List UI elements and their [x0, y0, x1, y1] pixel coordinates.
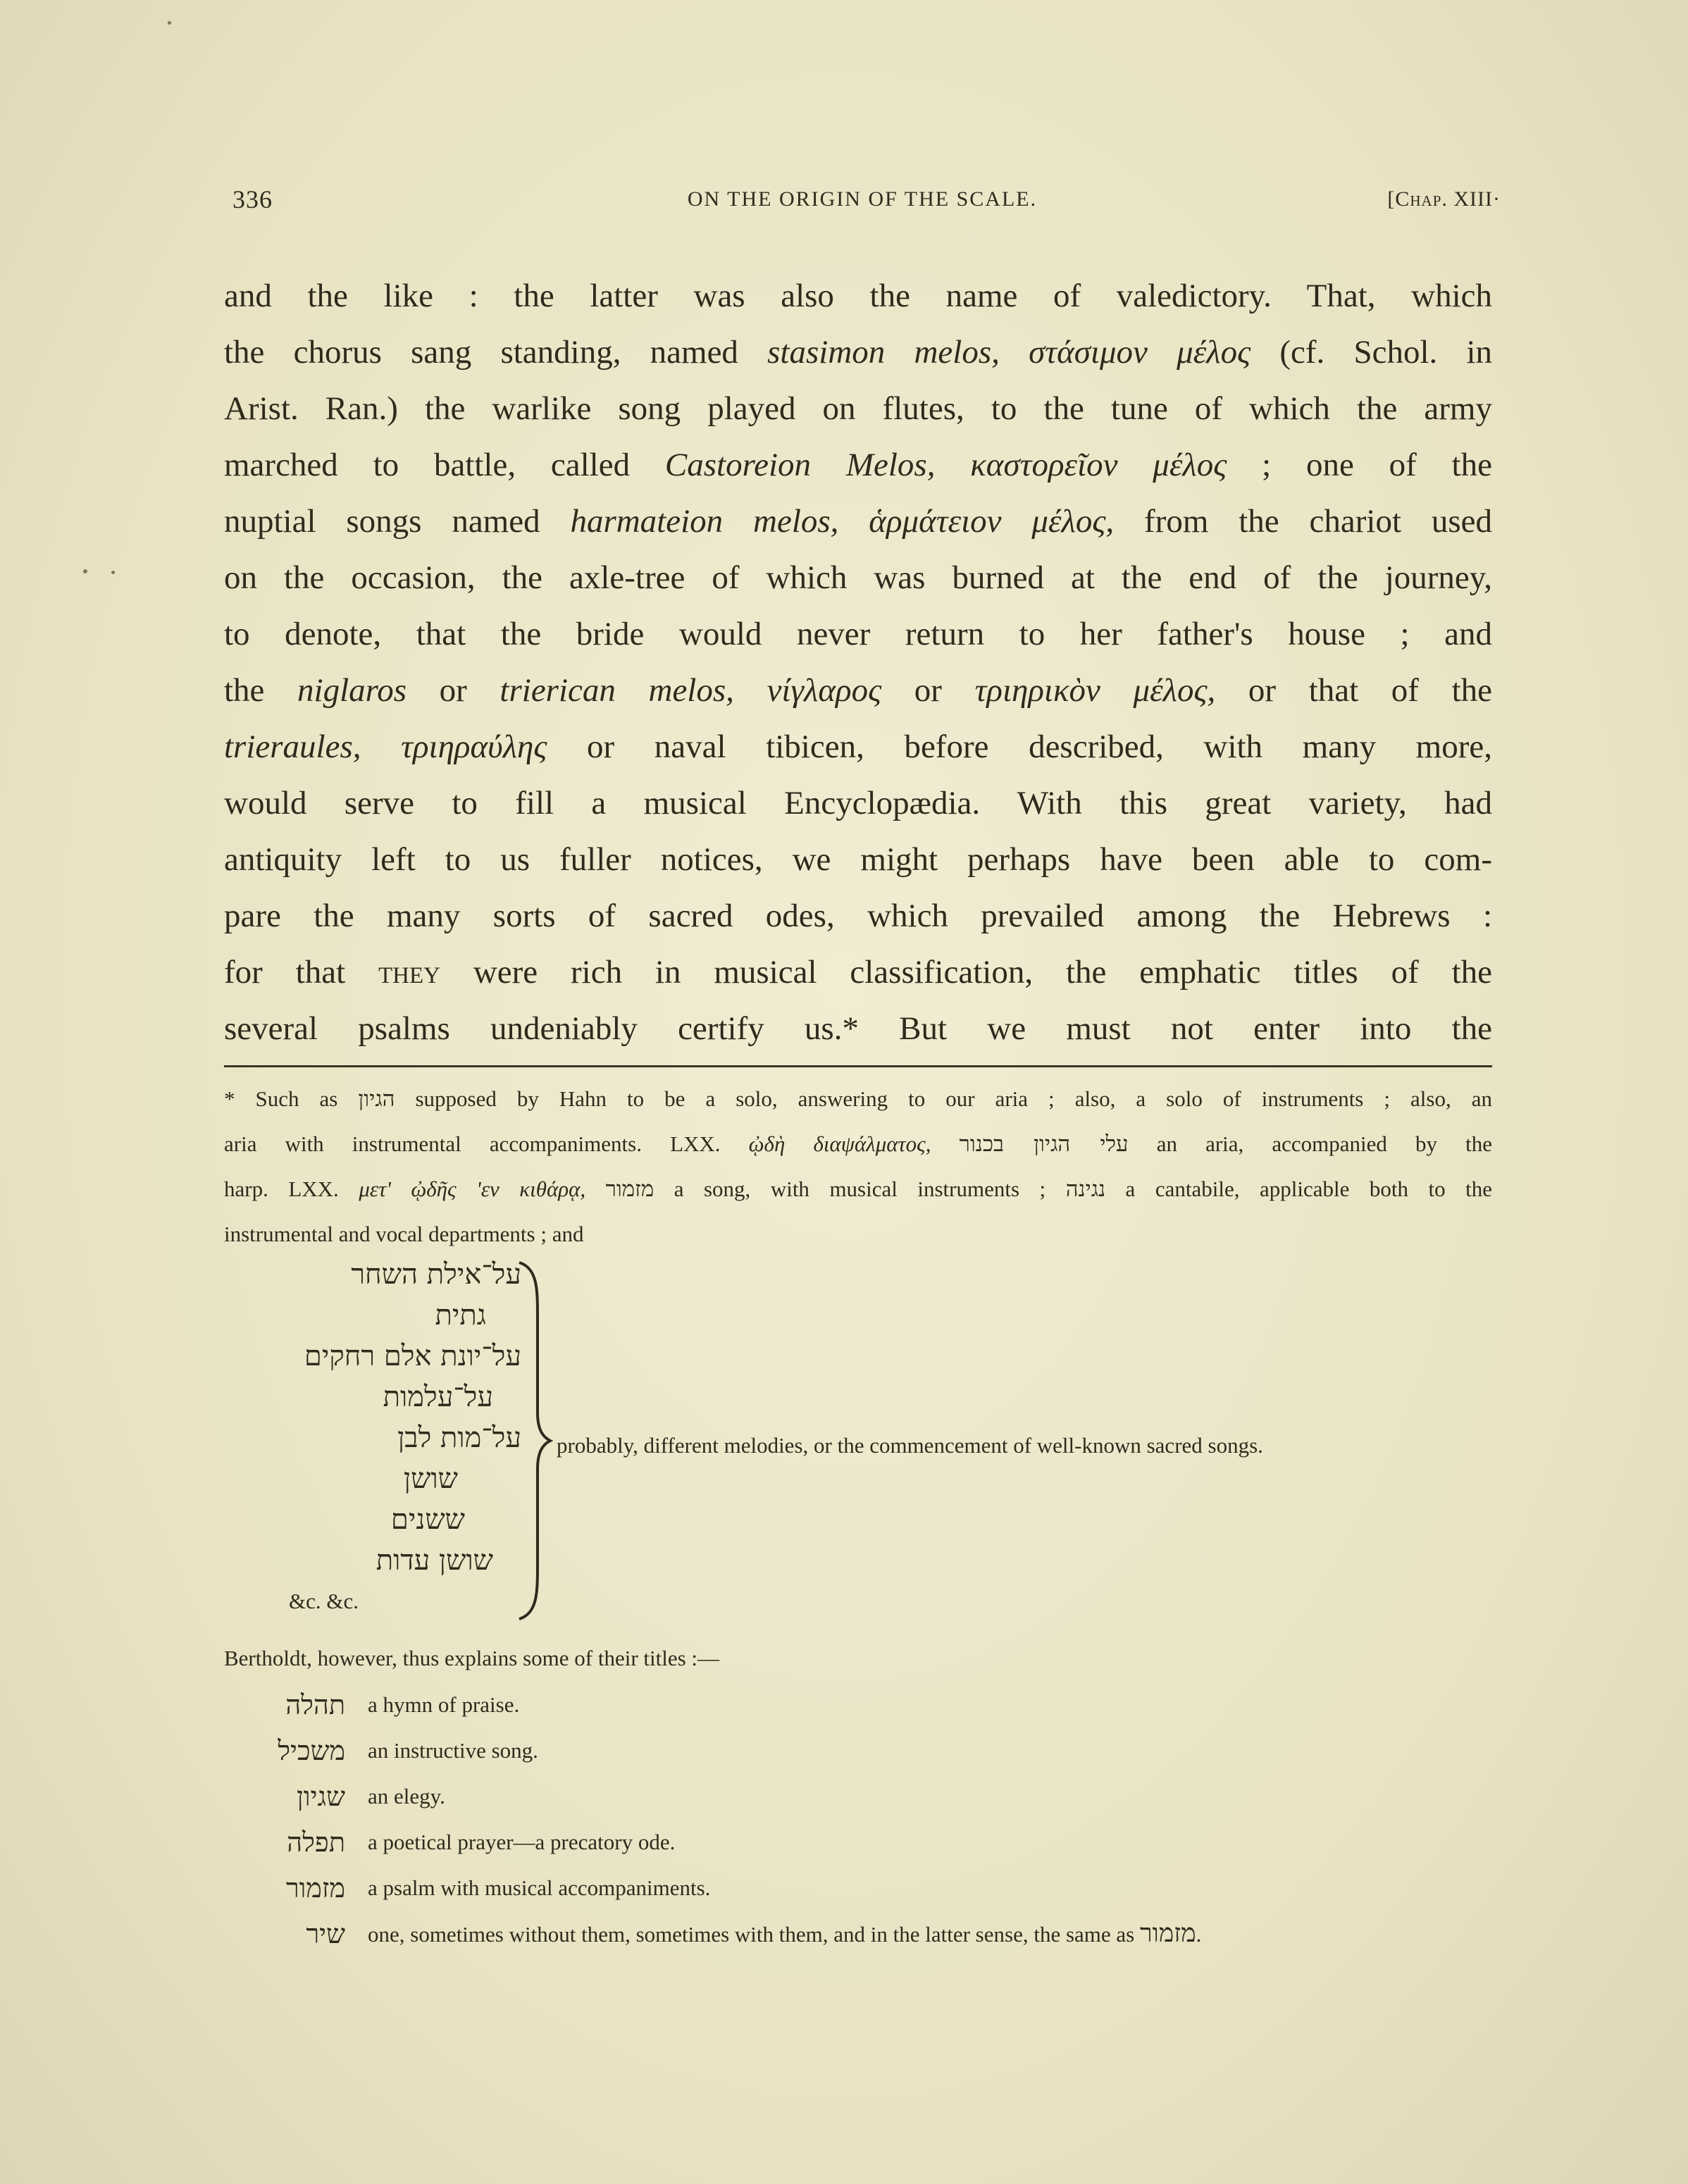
melody-title: על־יונת אלם רחקים [304, 1340, 521, 1372]
hebrew-word: הגיון [358, 1086, 395, 1112]
title-meaning: an elegy. [368, 1784, 445, 1808]
psalm-title-row [232, 1867, 1501, 1913]
psalm-title-row [232, 1684, 1501, 1730]
main-text-line: pare the many sorts of sacred odes, which prevailed among the Hebrews : [224, 898, 1492, 934]
running-header [224, 185, 1501, 218]
footnote-line: instrumental and vocal departments ; and [224, 1222, 584, 1246]
italic-term: μετ' ᾠδῆς 'εν κιθάρᾳ, [359, 1177, 586, 1201]
psalm-title-row [232, 1730, 1501, 1775]
footnote-line: * Such as הגיון supposed by Hahn to be a solo, answering to our aria ; also, a solo of instruments ; also, an [224, 1086, 1492, 1112]
melody-title: על־מות לבן [397, 1422, 521, 1454]
main-text-line: to denote, that the bride would never return to her father's house ; and [224, 616, 1492, 652]
footnote-line: harp. LXX. μετ' ᾠδῆς 'εν κιθάρᾳ, מזמור a song, with musical instruments ; נגינה a cantabile, applicable both to the [224, 1177, 1492, 1202]
main-text-line: several psalms undeniably certify us.* But we must not enter into the [224, 1010, 1492, 1047]
psalm-title-list [232, 1684, 1501, 1959]
italic-term: harmateion melos, [570, 503, 839, 540]
main-text-line: Arist. Ran.) the warlike song played on flutes, to the tune of which the army [224, 390, 1492, 427]
hebrew-title: מזמור [285, 1873, 345, 1904]
small-caps-word: they [378, 954, 440, 991]
melody-title: גתית [435, 1299, 486, 1332]
melody-title: על־אילת השחר [351, 1258, 521, 1291]
italic-term: ᾠδὴ διαψάλματος, [748, 1131, 931, 1156]
footnote-line: aria with instrumental accompaniments. LXX. ᾠδὴ διαψάλματος, עלי הגיון בכנור an aria, accompanied by the [224, 1131, 1493, 1157]
title-meaning: one, sometimes without them, sometimes with them, and in the latter sense, the same as מזמור. [368, 1919, 1202, 1948]
hebrew-word: נגינה [1065, 1177, 1106, 1202]
melody-title: ששנים [390, 1503, 465, 1536]
italic-term: τριηρικὸν μέλος, [974, 672, 1216, 709]
main-text [224, 268, 1492, 1057]
hebrew-word: מזמור [605, 1177, 654, 1202]
hebrew-word: מזמור [1139, 1919, 1196, 1948]
main-text-line: the chorus sang standing, named stasimon melos, στάσιμον μέλος (cf. Schol. in [224, 334, 1493, 371]
italic-term: νίγλαρος [767, 672, 882, 709]
melody-title: על־עלמות [383, 1381, 493, 1413]
italic-term: trieraules, [224, 728, 361, 765]
paper-speck [168, 21, 171, 25]
title-meaning: a hymn of praise. [368, 1692, 520, 1717]
brace-label: probably, different melodies, or the commencement of well-known sacred songs. [557, 1433, 1263, 1458]
italic-term: τριηραύλης [401, 728, 547, 765]
right-brace [518, 1261, 553, 1620]
hebrew-word: עלי הגיון בכנור [959, 1131, 1129, 1157]
italic-term: niglaros [297, 672, 407, 709]
melody-title: שושן עדות [376, 1544, 493, 1577]
psalm-title-row [232, 1913, 1501, 1959]
hebrew-title: תהלה [285, 1689, 345, 1720]
main-text-line: and the like : the latter was also the name of valedictory. That, which [224, 278, 1492, 314]
footnote [224, 1077, 1492, 1257]
page-number: 336 [232, 185, 273, 213]
hebrew-title: משכיל [278, 1735, 345, 1766]
hebrew-title: שגיון [297, 1781, 345, 1812]
main-text-line: on the occasion, the axle-tree of which was burned at the end of the journey, [224, 559, 1492, 596]
psalm-title-row [232, 1775, 1501, 1821]
main-text-line: for that they were rich in musical classification, the emphatic titles of the [224, 954, 1493, 991]
paper-speck [83, 569, 87, 573]
italic-term: stasimon melos, [767, 334, 1000, 371]
hebrew-title: שיר [306, 1918, 345, 1949]
italic-term: ἁρμάτειον μέλος, [869, 503, 1115, 540]
melody-list [268, 1254, 521, 1622]
psalm-title-row [232, 1821, 1501, 1867]
melody-list-etc: &c. &c. [289, 1589, 359, 1613]
main-text-line: trieraules, τριηραύλης or naval tibicen, before described, with many more, [224, 728, 1493, 765]
melody-title: שושן [403, 1463, 458, 1495]
italic-term: στάσιμον μέλος [1029, 334, 1251, 371]
italic-term: καστορεῖον μέλος [970, 447, 1227, 483]
footnote-rule [224, 1065, 1492, 1067]
title-meaning: a poetical prayer—a precatory ode. [368, 1830, 676, 1854]
main-text-line: antiquity left to us fuller notices, we might perhaps have been able to com- [224, 841, 1492, 878]
bertholdt-intro: Bertholdt, however, thus explains some of their titles :— [224, 1646, 720, 1670]
hebrew-title: תפלה [287, 1827, 345, 1858]
main-text-line: the niglaros or trierican melos, νίγλαρος or τριηρικὸν μέλος, or that of the [224, 672, 1493, 709]
running-title: ON THE ORIGIN OF THE SCALE. [687, 187, 1038, 211]
title-meaning: a psalm with musical accompaniments. [368, 1875, 711, 1900]
paper-speck [111, 571, 115, 574]
title-meaning: an instructive song. [368, 1738, 538, 1763]
main-text-line: would serve to fill a musical Encyclopædia. With this great variety, had [224, 785, 1492, 821]
italic-term: Castoreion Melos, [664, 447, 936, 483]
italic-term: trierican melos, [499, 672, 734, 709]
main-text-line: marched to battle, called Castoreion Melos, καστορεῖον μέλος ; one of the [224, 447, 1492, 483]
main-text-line: nuptial songs named harmateion melos, ἁρμάτειον μέλος, from the chariot used [224, 503, 1493, 540]
chapter-marker: [Chap. XIII· [1387, 187, 1501, 211]
